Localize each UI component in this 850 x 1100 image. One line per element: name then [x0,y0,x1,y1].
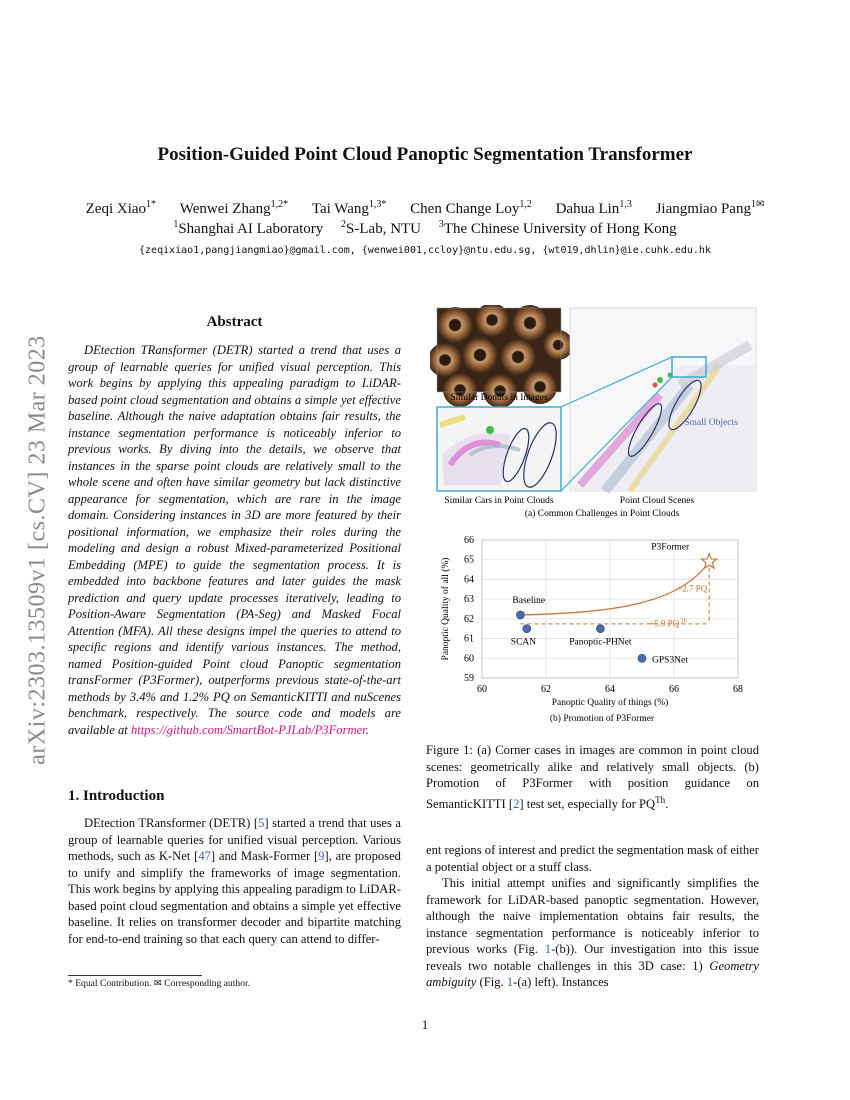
y-tick-label: 59 [464,673,474,684]
introduction-continued [426,842,759,991]
section-heading-introduction: 1. Introduction [68,788,165,804]
data-point-label: Panoptic-PHNet [569,637,632,648]
page-number: 1 [421,1018,429,1032]
x-tick-label: 60 [477,684,487,695]
data-point-label: P3Former [651,542,690,553]
affiliation-list [0,219,850,238]
paper-title: Position-Guided Point Cloud Panoptic Segmentation Transformer [157,144,693,165]
arxiv-side-stamp [8,290,68,810]
data-point-label: GPS3Net [652,655,688,666]
data-point [523,625,531,633]
author-emails: {zeqixiao1,pangjiangmiao}@gmail.com, {wenwei001,ccloy}@ntu.edu.sg, {wt019,dhlin}@ie.cuhk.edu.hk [139,245,711,256]
annotation-pq-th-gain: +5.9 PQ [649,618,680,629]
figure-1-caption: Figure 1: (a) Corner cases in images are common in point cloud scenes: geometrically alike and relatively small objects. (b) Promotion of P3Former with position guidance on SemanticKITTI [2] test set, especially for $PQ^{Th}$. [426,743,759,811]
author-list [0,199,850,218]
abstract-body: DEtection TRansformer (DETR) started a trend that uses a group of learnable queries for unified visual perception. This work begins by applying this appealing paradigm to LiDAR-based point cloud segmentation and obtains a simple yet effective baseline. Although the naive adaptation obtains fair results, the instance segmentation performance is noticeably inferior to previous works. By diving into the details, we observe that instances in the sparse point clouds are relatively small to the whole scene and often have similar geometry but lack distinctive appearance for segmentation, which are rare in the image domain. Considering instances in 3D are more featured by their positional information, we emphasize their roles during the modeling and design a robust Mixed-parameterized Positional Embedding (MPE) to guide the segmentation process. It is embedded into backbone features and later guides the mask prediction and query update processes iteratively, leading to Position-Aware Segmentation (PA-Seg) and Masked Focal Attention (MFA). All these designs impel the queries to attend to specific regions and identify various instances. The method, named Position-guided Point cloud Panoptic segmentation transFormer (P3Former), outperforms previous state-of-the-art methods by 3.4% and 1.2% PQ on SemanticKITTI and nuScenes benchmark, respectively. The source code and models are available at https://github.com/SmartBot-PJLab/P3Former. [68,343,401,737]
annotation-superscript: Th [680,618,687,625]
subcaption-a: (a) Common Challenges in Point Clouds [524,509,680,519]
y-tick-label: 64 [464,574,474,586]
affiliation: $^1$Shanghai AI Laboratory [173,219,324,237]
y-tick-label: 62 [464,613,474,625]
chart-points [511,543,717,666]
data-point-star [702,554,717,568]
author: Jiangmiao Pang$^{1✉}$ [655,199,765,217]
abstract-heading: Abstract [206,314,263,330]
y-axis-label: Panoptic Quality of all (%) [441,557,451,661]
figure-1b-scatter-chart [430,530,760,730]
paragraph: This initial attempt unifies and significantly simplifies the framework for LiDAR-based panoptic segmentation. However, although the naive implementation obtains fair results, the instance segmentation performance is noticeably inferior to previous works (Fig. 1-(b)). Our investigation into this issue reveals two notable challenges in this 3D case: 1) Geometry ambiguity (Fig. 1-(a) left). Instances [426,876,759,989]
paragraph: ent regions of interest and predict the segmentation mask of either a potential object or a stuff class. [426,843,759,874]
label-similar-cars: Similar Cars in Point Clouds [444,496,554,506]
data-point [516,611,524,619]
x-tick-label: 68 [733,684,743,695]
footnote: * Equal Contribution. ✉ Corresponding author. [68,978,251,989]
scene-point-cloud [561,308,756,491]
y-tick-label: 65 [464,554,474,566]
citation-link[interactable]: 2 [513,796,520,811]
label-point-cloud-scenes: Point Cloud Scenes [619,496,695,506]
data-point [638,654,646,662]
author: Tai Wang$^{1,3*}$ [311,199,387,217]
figure-ref-link[interactable]: 1 [506,975,514,989]
author: Chen Change Loy$^{1,2}$ [410,199,532,217]
annotation-pq-gain: +2.7 PQ [677,583,708,594]
x-axis-label: Panoptic Quality of things (%) [551,698,669,708]
citation-link[interactable]: 5 [258,816,265,830]
author: Zeqi Xiao$^{1*}$ [85,199,157,217]
label-small-objects: Small Objects [684,418,738,428]
figure-ref-link[interactable]: 1 [544,942,552,956]
code-link[interactable]: https://github.com/SmartBot-PJLab/P3Former [130,722,366,737]
affiliation: $^3$The Chinese University of Hong Kong [438,219,677,237]
figure-1a-illustration [430,305,760,520]
abstract-text: DEtection TRansformer (DETR) started a trend that uses a group of learnable queries for unified visual perception. This work begins by applying this appealing paradigm to LiDAR-based point cloud segmentation and obtains a simple yet effective baseline. Although the naive adaptation obtains fair results, the instance segmentation performance is noticeably inferior to previous works. By diving into the details, we observe that instances in the sparse point clouds are relatively small to the whole scene and often have similar geometry but lack distinctive appearance for segmentation, which are rare in the image domain. Considering instances in 3D are more featured by their positional information, we emphasize their roles during the modeling and design a robust Mixed-parameterized Positional Embedding (MPE) to guide the segmentation process. It is embedded into backbone features and later guides the mask prediction and query update processes iteratively, leading to Position-Aware Segmentation (PA-Seg) and Masked Focal Attention (MFA). All these designs impel the queries to attend to specific regions and identify various instances. The method, named Position-guided Point cloud Panoptic segmentation transFormer (P3Former), outperforms previous state-of-the-art methods by 3.4% and 1.2% PQ on SemanticKITTI and nuScenes benchmark, respectively. The source code and models are available at [68,343,401,737]
y-tick-label: 61 [464,633,474,645]
author: Wenwei Zhang$^{1,2*}$ [179,199,289,217]
data-point [596,625,604,633]
x-tick-label: 66 [669,684,679,695]
x-tick-label: 62 [541,684,551,695]
arxiv-stamp-text: arXiv:2303.13509v1 [cs.CV] 23 Mar 2023 [24,335,51,765]
footnote-rule [68,975,202,976]
data-point-label: Baseline [512,595,546,606]
citation-link[interactable]: 9 [318,849,325,863]
x-tick-label: 64 [605,684,615,695]
subcaption-b: (b) Promotion of P3Former [549,714,655,724]
y-tick-label: 66 [464,535,474,546]
y-tick-label: 60 [464,653,474,665]
label-similar-donuts: Similar Donuts in Images [450,393,548,403]
citation-link[interactable]: 47 [198,849,211,863]
data-point-label: SCAN [510,637,537,648]
cars-point-cloud [437,407,563,491]
y-tick-label: 63 [464,594,474,606]
introduction-paragraph: DEtection TRansformer (DETR) [5] started a trend that uses a group of learnable queries for unified visual perception. Various methods, such as K-Net [47] and Mask-Former [9], are proposed to unify and simplify the frameworks of image segmentation. This work begins by applying this appealing paradigm to LiDAR-based point cloud segmentation and obtains a simple yet effective baseline. It relies on transformer decoder and bipartite matching for end-to-end training so that each query can attend to differ- [68,816,401,946]
author: Dahua Lin$^{1,3}$ [555,199,632,217]
affiliation: $^2$S-Lab, NTU [341,219,422,237]
